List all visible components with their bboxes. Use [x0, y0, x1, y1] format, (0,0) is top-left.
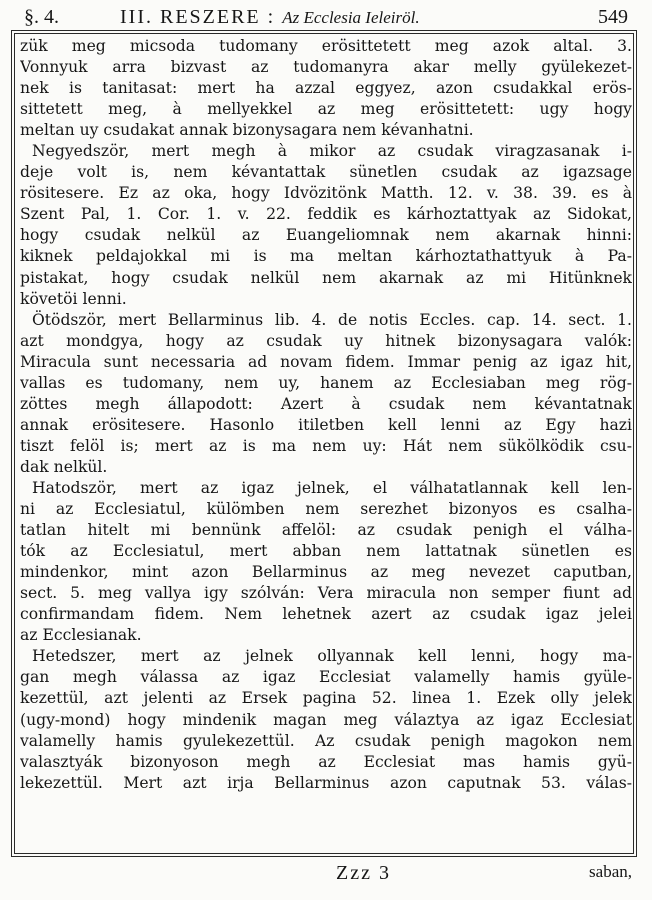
text-line: valamelly hamis gyulekezettül. Az csudak penigh magokon nem [20, 731, 632, 750]
text-line: dak nelkül. [20, 457, 108, 476]
text-line: követöi lenni. [20, 289, 127, 308]
body-text [20, 36, 632, 794]
text-line: deje volt is, nem kévantattak sünetlen csudak az igazsage [20, 163, 632, 182]
running-header [24, 4, 628, 30]
text-line: (ugy-mond) hogy mindenik magan meg válaztya az igaz Ecclesiat [20, 710, 632, 729]
running-title-italic: Az Ecclesia Ieleiröl. [282, 8, 420, 27]
text-line: azt mondgya, hogy az csudak uy hitnek bizonysagara valók: [20, 331, 632, 350]
running-title-caps: III. RESZERE : [120, 6, 276, 28]
text-line: tiszt felöl is; mert az is ma nem uy: Hát nem sükölködik csu- [20, 436, 632, 455]
text-line: Negyedször, mert megh à mikor az csudak viragzasanak i- [32, 142, 632, 161]
text-line: confirmandam fidem. Nem lehetnek azert az csudak igaz jelei [20, 605, 632, 624]
text-line: Ötödször, mert Bellarminus lib. 4. de notis Eccles. cap. 14. sect. 1. [32, 310, 632, 329]
text-line: hogy csudak nelkül az Euangeliomnak nem akarnak hinni: [20, 226, 632, 245]
text-line: valasztyák bizonyoson megh az Ecclesiat mas hamis gyü- [20, 752, 632, 771]
text-line: mindenkor, mint azon Bellarminus az meg nevezet caputban, [20, 563, 632, 582]
text-line: zöttes megh állapodott: Azert à csudak nem kévantatnak [20, 394, 632, 413]
text-line: Szent Pal, 1. Cor. 1. v. 22. feddik es kárhoztattyak az Sidokat, [20, 205, 632, 224]
text-line: az Ecclesianak. [20, 626, 142, 645]
text-line: lekezettül. Mert azt irja Bellarminus azon caputnak 53. válas- [20, 773, 632, 792]
text-line: vallas es tudomany, nem uy, hanem az Ecclesiaban meg rög- [20, 373, 632, 392]
text-line: rösitesere. Ez az oka, hogy Idvözitönk Matth. 12. v. 38. 39. es à [20, 184, 632, 203]
text-line: Vonnyuk arra bizvast az tudomanyra akar melly gyülekezet- [20, 58, 632, 77]
text-line: zük meg micsoda tudomany erösittetett meg azok altal. 3. [20, 37, 632, 55]
section-number: §. 4. [24, 6, 59, 28]
text-line: sect. 5. meg vallya igy szólván: Vera miracula non semper fiunt ad [20, 584, 632, 603]
text-line: gan megh válassa az igaz Ecclesiat valamelly hamis gyüle- [20, 668, 632, 687]
text-line: ni az Ecclesiatul, külömben nem serezhet bizonyos es csalha- [20, 500, 632, 519]
page-footer [24, 862, 632, 890]
text-line: sittetett meg, à mellyekkel az meg erösittetett: ugy hogy [20, 100, 632, 119]
running-title [120, 4, 420, 31]
text-line: tatlan hitelt mi bennünk affelöl: az csudak penigh el válha- [20, 521, 632, 540]
catchword: saban, [589, 862, 632, 881]
text-line: Miracula sunt necessaria ad novam fidem. Immar penig az igaz hit, [20, 352, 632, 371]
text-line: nek is tanitasat: mert ha azzal eggyez, azon csudakkal erös- [20, 79, 632, 98]
text-line: Hatodször, mert az igaz jelnek, el válhatatlannak kell len- [32, 478, 632, 497]
signature-mark: Zzz 3 [336, 862, 391, 884]
text-line: Hetedszer, mert az jelnek ollyannak kell lenni, hogy ma- [32, 647, 632, 666]
text-line: kiknek peldajokkal mi is ma meltan kárhoztathattyuk à Pa- [20, 247, 632, 266]
text-line: pistakat, hogy csudak nelkül nem akarnak az mi Hitünknek [20, 268, 632, 287]
page-number: 549 [598, 6, 628, 28]
text-line: meltan uy csudakat annak bizonysagara nem kévanhatni. [20, 121, 474, 140]
text-line: kezettül, azt jelenti az Ersek pagina 52. linea 1. Ezek olly jelek [20, 689, 632, 708]
text-line: annak erösitesere. Hasonlo itiletben kell lenni az Egy hazi [20, 415, 632, 434]
text-line: tók az Ecclesiatul, mert abban nem lattatnak sünetlen es [20, 542, 632, 561]
